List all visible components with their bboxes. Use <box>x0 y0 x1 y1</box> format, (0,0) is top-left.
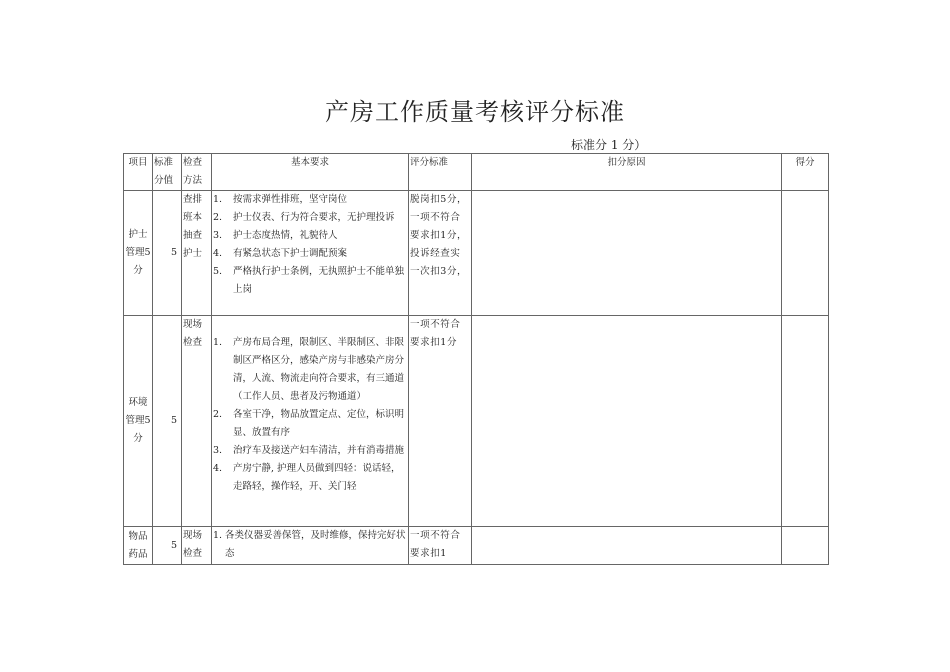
requirement-item: 1. 产房布局合理，限制区、半限制区、非限制区严格区分，感染产房与非感染产房分清，人流、物流走向符合要求，有三通道（工作人员、患者及污物通道） <box>213 337 405 402</box>
header-result: 得分 <box>782 154 829 191</box>
header-method: 检查方法 <box>182 154 212 191</box>
row-deduction-reason[interactable] <box>472 527 782 565</box>
requirement-item: 5. 严格执行护士条例，无执照护士不能单独上岗 <box>213 266 405 295</box>
row-category: 环境管理5分 <box>124 316 153 527</box>
row-category: 护士管理5分 <box>124 191 153 316</box>
assessment-table <box>123 153 829 565</box>
requirement-item: 1. 各类仪器妥善保管，及时维修，保持完好状态 <box>213 530 406 559</box>
row-deduction-reason[interactable] <box>472 191 782 316</box>
row-result[interactable] <box>782 316 829 527</box>
requirement-item: 3. 护士态度热情，礼貌待人 <box>213 230 338 241</box>
row-method: 查排班本抽查护士 <box>182 191 212 316</box>
row-criteria: 脱岗扣5分，一项不符合要求扣1分，投诉经查实一次扣3分， <box>409 191 472 316</box>
header-criteria: 评分标准 <box>409 154 472 191</box>
table-row <box>124 191 829 316</box>
row-deduction-reason[interactable] <box>472 316 782 527</box>
row-criteria: 一项不符合要求扣1分 <box>409 316 472 527</box>
requirement-item: 1. 按需求弹性排班，坚守岗位 <box>213 194 348 205</box>
row-method: 现场检查 <box>182 527 212 565</box>
page-title: 产房工作质量考核评分标准 <box>325 98 625 126</box>
header-score: 标准分值 <box>153 154 182 191</box>
requirement-item: 4. 产房宁静, 护理人员做到四轻：说话轻，走路轻，操作轻，开、关门轻 <box>213 463 401 492</box>
row-score: 5 <box>153 191 182 316</box>
header-deduction-reason: 扣分原因 <box>472 154 782 191</box>
row-score: 5 <box>153 316 182 527</box>
row-requirements <box>212 316 409 527</box>
header-item: 项目 <box>124 154 153 191</box>
requirement-item: 2. 各室干净，物品放置定点、定位，标识明显、放置有序 <box>213 409 405 438</box>
row-result[interactable] <box>782 527 829 565</box>
row-result[interactable] <box>782 191 829 316</box>
row-category: 物品药品 <box>124 527 153 565</box>
table-row <box>124 316 829 527</box>
requirement-item: 3. 治疗车及接送产妇车清洁，并有消毒措施 <box>213 445 405 456</box>
row-requirements <box>212 191 409 316</box>
row-method: 现场检查 <box>182 316 212 527</box>
row-score: 5 <box>153 527 182 565</box>
table-row <box>124 527 829 565</box>
row-criteria: 一项不符合要求扣1 <box>409 527 472 565</box>
standard-score-note: 标准分 1 分） <box>571 138 647 152</box>
table-header-row <box>124 154 829 191</box>
requirement-item: 2. 护士仪表、行为符合要求，无护理投诉 <box>213 212 395 223</box>
row-requirements <box>212 527 409 565</box>
requirement-item: 4. 有紧急状态下护士调配预案 <box>213 248 348 259</box>
header-requirement: 基本要求 <box>212 154 409 191</box>
